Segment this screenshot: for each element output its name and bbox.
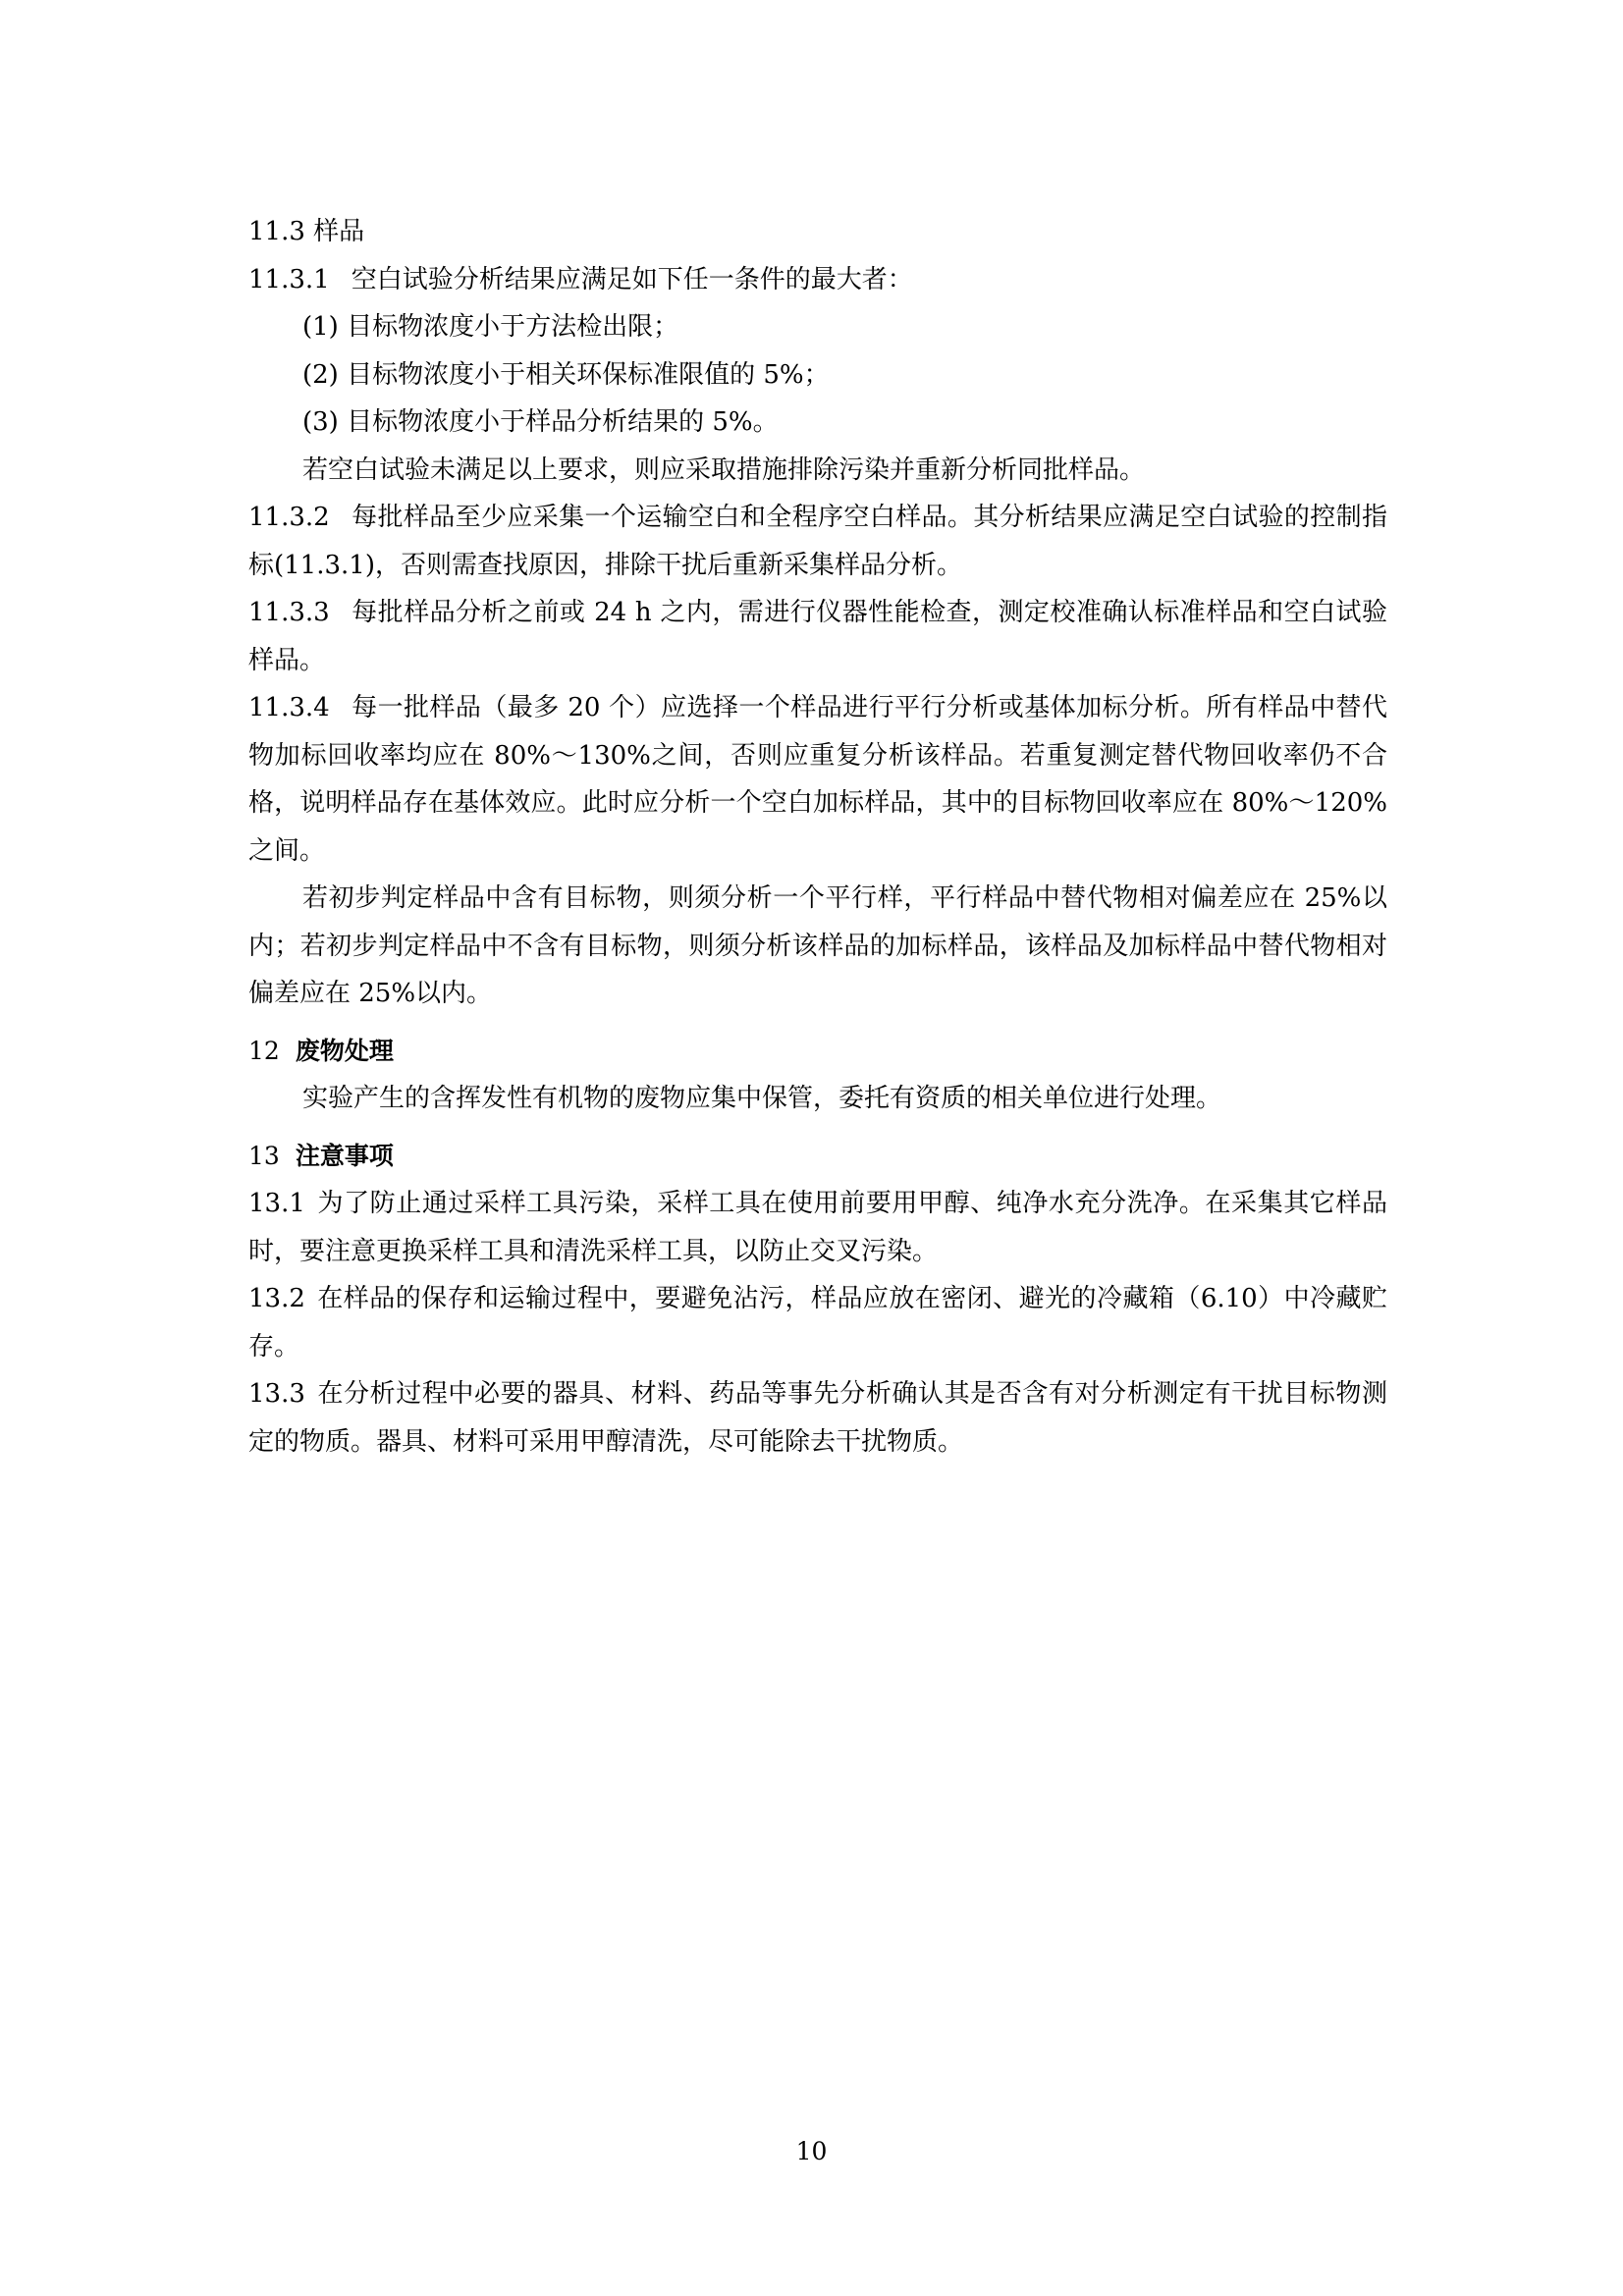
clause-number: 13.3	[248, 1379, 305, 1409]
clause-note: 若初步判定样品中含有目标物，则须分析一个平行样，平行样品中替代物相对偏差应在 25%以内；若初步判定样品中不含有目标物，则须分析该样品的加标样品，该样品及加标样品中替代物相对偏差应在 25%以内。	[248, 883, 1387, 1008]
clause-11-3-1	[248, 256, 1387, 304]
document-body	[248, 208, 1387, 1466]
section-number: 12	[248, 1036, 280, 1065]
clause-text: 每一批样品（最多 20 个）应选择一个样品进行平行分析或基体加标分析。所有样品中替代物加标回收率均应在 80%～130%之间，否则应重复分析该样品。若重复测定替代物回收率仍不合格，说明样品存在基体效应。此时应分析一个空白加标样品，其中的目标物回收率应在 80%～120%之间。	[248, 693, 1387, 866]
clause-number: 11.3.4	[248, 693, 330, 722]
clause-text: 在分析过程中必要的器具、材料、药品等事先分析确认其是否含有对分析测定有干扰目标物测定的物质。器具、材料可采用甲醇清洗，尽可能除去干扰物质。	[248, 1379, 1387, 1457]
page-number: 10	[795, 2137, 828, 2165]
section-title: 注意事项	[295, 1141, 394, 1170]
clause-11-3-2	[248, 494, 1387, 589]
clause-number: 11.3.3	[248, 598, 330, 627]
section-13-heading	[248, 1133, 1387, 1181]
clause-text: 在样品的保存和运输过程中，要避免沾污，样品应放在密闭、避光的冷藏箱（6.10）中冷藏贮存。	[248, 1284, 1387, 1362]
clause-text: 空白试验分析结果应满足如下任一条件的最大者：	[351, 264, 913, 294]
clause-13-3	[248, 1370, 1387, 1466]
section-11-3-title: 11.3 样品	[248, 217, 365, 246]
clause-number: 13.1	[248, 1189, 305, 1218]
list-item: (3) 目标物浓度小于样品分析结果的 5%。	[302, 407, 779, 437]
section-12-heading	[248, 1028, 1387, 1076]
clause-text: 每批样品分析之前或 24 h 之内，需进行仪器性能检查，测定校准确认标准样品和空白试验样品。	[248, 598, 1387, 675]
clause-number: 11.3.2	[248, 503, 330, 532]
clause-note: 若空白试验未满足以上要求，则应采取措施排除污染并重新分析同批样品。	[302, 454, 1146, 485]
section-number: 13	[248, 1141, 280, 1170]
clause-number: 13.2	[248, 1284, 305, 1313]
clause-13-1	[248, 1180, 1387, 1275]
clause-text: 每批样品至少应采集一个运输空白和全程序空白样品。其分析结果应满足空白试验的控制指标(11.3.1)，否则需查找原因，排除干扰后重新采集样品分析。	[248, 503, 1387, 580]
clause-11-3-4	[248, 684, 1387, 875]
clause-number: 11.3.1	[248, 264, 330, 294]
list-item: (1) 目标物浓度小于方法检出限；	[302, 312, 679, 342]
section-title: 废物处理	[295, 1036, 394, 1065]
clause-text: 为了防止通过采样工具污染，采样工具在使用前要用甲醇、纯净水充分洗净。在采集其它样品时，要注意更换采样工具和清洗采样工具，以防止交叉污染。	[248, 1189, 1387, 1266]
clause-11-3-3	[248, 589, 1387, 684]
list-item: (2) 目标物浓度小于相关环保标准限值的 5%；	[302, 359, 830, 390]
clause-13-2	[248, 1275, 1387, 1370]
section-12-text: 实验产生的含挥发性有机物的废物应集中保管，委托有资质的相关单位进行处理。	[302, 1084, 1222, 1113]
